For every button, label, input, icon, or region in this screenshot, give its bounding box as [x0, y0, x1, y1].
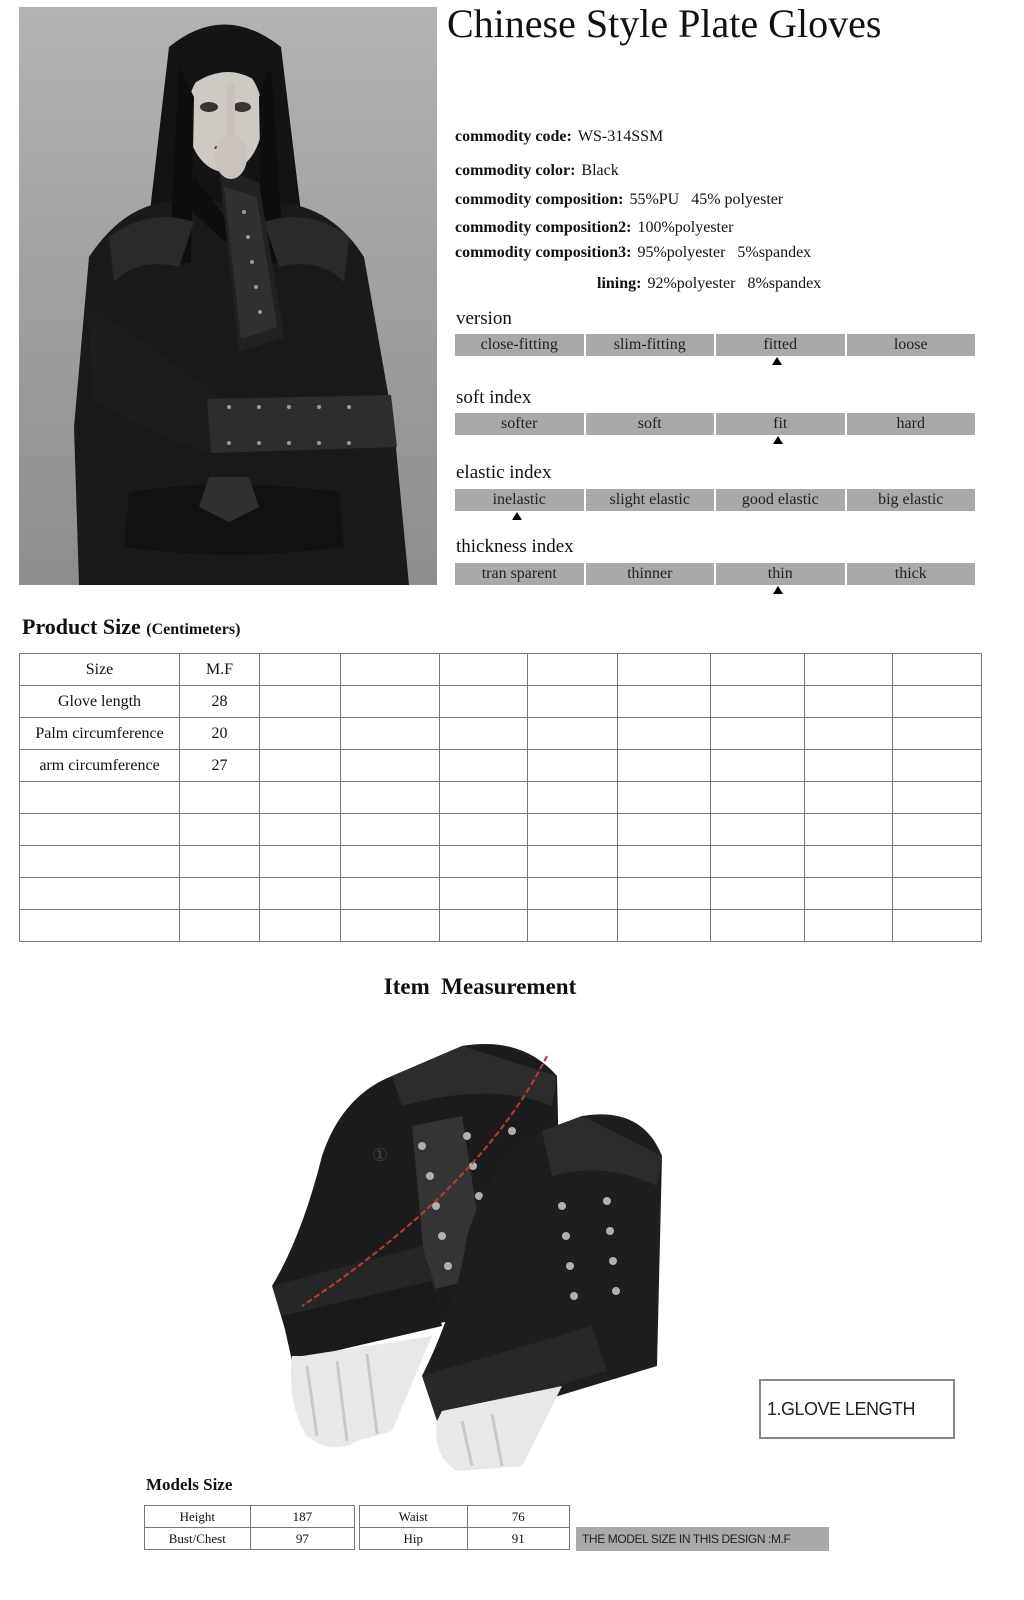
size-value-cell: 27	[180, 750, 260, 782]
info-value: 95%polyester 5%spandex	[637, 244, 812, 261]
table-row	[20, 654, 982, 686]
scale-option: thin	[716, 563, 845, 585]
scale-option: fit	[716, 413, 845, 435]
info-commodity-composition3	[455, 244, 811, 262]
elastic-index-title: elastic index	[456, 462, 552, 483]
size-table	[19, 653, 982, 942]
info-commodity-color	[455, 162, 619, 180]
soft-index-selected-marker-icon	[773, 436, 783, 444]
product-title: Chinese Style Plate Gloves	[447, 1, 882, 46]
models-size-table-left	[144, 1505, 355, 1550]
table-row	[20, 814, 982, 846]
model-measure-value: 97	[250, 1528, 354, 1550]
thickness-index-scale	[455, 563, 975, 585]
scale-option: slight elastic	[586, 489, 715, 511]
table-row	[20, 718, 982, 750]
table-row	[20, 782, 982, 814]
model-measure-value: 187	[250, 1506, 354, 1528]
table-row	[20, 910, 982, 942]
model-size-note: THE MODEL SIZE IN THIS DESIGN :M.F	[576, 1527, 829, 1551]
version-title: version	[456, 308, 512, 329]
size-value-cell: 28	[180, 686, 260, 718]
info-commodity-code	[455, 128, 663, 146]
table-row	[360, 1506, 570, 1528]
info-label: commodity composition3:	[455, 244, 632, 261]
info-commodity-composition	[455, 191, 783, 209]
scale-option: softer	[455, 413, 584, 435]
product-size-title: Product Size	[22, 614, 141, 639]
size-label-cell: Palm circumference	[20, 718, 180, 750]
scale-option: good elastic	[716, 489, 845, 511]
info-label: commodity code:	[455, 128, 572, 145]
size-value-cell: 20	[180, 718, 260, 750]
measurement-marker: ①	[372, 1145, 389, 1166]
table-row	[20, 686, 982, 718]
info-label: commodity composition2:	[455, 219, 632, 236]
version-scale	[455, 334, 975, 356]
info-label: commodity composition:	[455, 191, 624, 208]
scale-option: slim-fitting	[586, 334, 715, 356]
table-row	[145, 1528, 355, 1550]
info-value: Black	[581, 162, 619, 179]
scale-option: fitted	[716, 334, 845, 356]
thickness-index-title: thickness index	[456, 536, 574, 557]
scale-option: inelastic	[455, 489, 584, 511]
scale-option: thick	[847, 563, 976, 585]
model-measure-label: Height	[145, 1506, 251, 1528]
info-commodity-composition2	[455, 219, 733, 237]
elastic-index-selected-marker-icon	[512, 512, 522, 520]
size-label-cell: Glove length	[20, 686, 180, 718]
info-value: 100%polyester	[637, 219, 734, 236]
scale-option: soft	[586, 413, 715, 435]
scale-option: loose	[847, 334, 976, 356]
scale-option: big elastic	[847, 489, 976, 511]
info-lining	[597, 275, 821, 293]
glove-product-image	[262, 1036, 682, 1476]
scale-option: close-fitting	[455, 334, 584, 356]
info-value: 55%PU 45% polyester	[629, 191, 784, 208]
model-measure-label: Waist	[360, 1506, 468, 1528]
models-size-heading: Models Size	[146, 1475, 233, 1494]
table-row	[360, 1528, 570, 1550]
model-measure-label: Bust/Chest	[145, 1528, 251, 1550]
product-size-unit: (Centimeters)	[146, 621, 241, 638]
measurement-heading: Item Measurement	[383, 974, 577, 999]
scale-option: hard	[847, 413, 976, 435]
model-photo	[19, 7, 437, 585]
info-value: WS-314SSM	[577, 128, 664, 145]
table-row	[20, 750, 982, 782]
scale-option: tran sparent	[455, 563, 584, 585]
model-measure-value: 76	[467, 1506, 569, 1528]
soft-index-title: soft index	[456, 387, 532, 408]
size-header-cell: Size	[20, 654, 180, 686]
elastic-index-scale	[455, 489, 975, 511]
info-label: lining:	[597, 275, 642, 292]
models-size-table-right	[359, 1505, 570, 1550]
table-row	[20, 878, 982, 910]
model-measure-value: 91	[467, 1528, 569, 1550]
table-row	[20, 846, 982, 878]
thickness-index-selected-marker-icon	[773, 586, 783, 594]
glove-length-legend: 1.GLOVE LENGTH	[759, 1379, 955, 1439]
info-value: 92%polyester 8%spandex	[647, 275, 822, 292]
version-selected-marker-icon	[772, 357, 782, 365]
size-label-cell: arm circumference	[20, 750, 180, 782]
model-measure-label: Hip	[360, 1528, 468, 1550]
info-label: commodity color:	[455, 162, 576, 179]
soft-index-scale	[455, 413, 975, 435]
size-value-cell: M.F	[180, 654, 260, 686]
table-row	[145, 1506, 355, 1528]
product-size-heading	[22, 614, 240, 640]
scale-option: thinner	[586, 563, 715, 585]
